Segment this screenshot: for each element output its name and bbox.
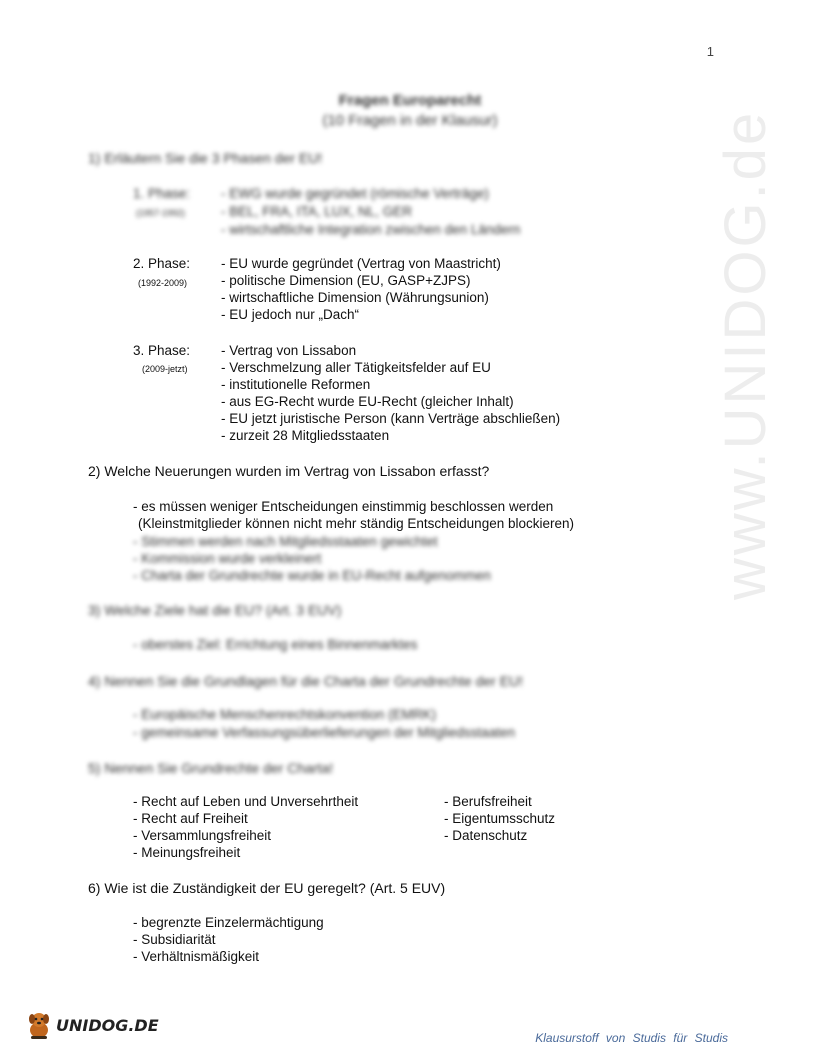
question-5: 5) Nennen Sie Grundrechte der Charta! — [88, 760, 334, 776]
phase-3-item: - zurzeit 28 Mitgliedsstaaten — [221, 428, 390, 443]
page-title: Fragen Europarecht — [338, 92, 482, 109]
answer-item: - Datenschutz — [444, 828, 528, 843]
answer-item: - Verhältnismäßigkeit — [133, 949, 260, 964]
question-2: 2) Welche Neuerungen wurden im Vertrag von Lissabon erfasst? — [88, 463, 490, 479]
question-3: 3) Welche Ziele hat die EU? (Art. 3 EUV) — [88, 602, 342, 618]
phase-1-item: - BEL, FRA, ITA, LUX, NL, GER — [221, 204, 413, 219]
unidog-logo — [26, 1010, 159, 1040]
phase-3-item: - Verschmelzung aller Tätigkeitsfelder auf EU — [221, 360, 491, 375]
phase-3-item: - Vertrag von Lissabon — [221, 343, 357, 358]
answer-item: (Kleinstmitglieder können nicht mehr ständig Entscheidungen blockieren) — [138, 516, 574, 531]
phase-2-item: - politische Dimension (EU, GASP+ZJPS) — [221, 273, 471, 288]
logo-text: UNIDOG.DE — [56, 1015, 159, 1035]
answer-item: - Charta der Grundrechte wurde in EU-Recht aufgenommen — [133, 568, 491, 583]
phase-2-years: (1992-2009) — [138, 278, 188, 288]
answer-item: - Meinungsfreiheit — [133, 845, 241, 860]
phase-2-item: - EU jedoch nur „Dach“ — [221, 307, 360, 322]
phase-2-item: - wirtschaftliche Dimension (Währungsunion) — [221, 290, 489, 305]
answer-item: - Kommission wurde verkleinert — [133, 551, 322, 566]
question-1: 1) Erläutern Sie die 3 Phasen der EU! — [88, 150, 323, 166]
answer-item: - Subsidiarität — [133, 932, 216, 947]
phase-2-item: - EU wurde gegründet (Vertrag von Maastricht) — [221, 256, 501, 271]
answer-item: - begrenzte Einzelermächtigung — [133, 915, 324, 930]
answer-item: - oberstes Ziel: Errichtung eines Binnenmarktes — [133, 637, 418, 652]
question-4: 4) Nennen Sie die Grundlagen für die Charta der Grundrechte der EU! — [88, 673, 524, 689]
answer-item: - Stimmen werden nach Mitgliedsstaaten gewichtet — [133, 534, 438, 549]
answer-item: - Eigentumsschutz — [444, 811, 556, 826]
phase-2-label: 2. Phase: — [133, 256, 191, 271]
answer-item: - Berufsfreiheit — [444, 794, 532, 809]
answer-item: - gemeinsame Verfassungsüberlieferungen der Mitgliedsstaaten — [133, 725, 515, 740]
answer-item: - Versammlungsfreiheit — [133, 828, 272, 843]
phase-3-item: - aus EG-Recht wurde EU-Recht (gleicher Inhalt) — [221, 394, 514, 409]
page-number: 1 — [706, 44, 714, 59]
phase-1-years: (1957-1992) — [136, 208, 186, 218]
phase-1-item: - wirtschaftliche Integration zwischen den Ländern — [221, 222, 521, 237]
answer-item: - es müssen weniger Entscheidungen einstimmig beschlossen werden — [133, 499, 554, 514]
dog-icon — [26, 1010, 52, 1040]
answer-item: - Recht auf Freiheit — [133, 811, 248, 826]
phase-3-item: - EU jetzt juristische Person (kann Verträge abschließen) — [221, 411, 561, 426]
question-6: 6) Wie ist die Zuständigkeit der EU geregelt? (Art. 5 EUV) — [88, 880, 446, 896]
phase-1-item: - EWG wurde gegründet (römische Verträge) — [221, 186, 489, 201]
phase-3-years: (2009-jetzt) — [142, 364, 188, 374]
phase-3-label: 3. Phase: — [133, 343, 191, 358]
page-subtitle: (10 Fragen in der Klausur) — [322, 112, 498, 129]
answer-item: - Recht auf Leben und Unversehrtheit — [133, 794, 359, 809]
phase-3-item: - institutionelle Reformen — [221, 377, 371, 392]
footer-tagline: Klausurstoff von Studis für Studis — [535, 1031, 728, 1045]
answer-item: - Europäische Menschenrechtskonvention (EMRK) — [133, 707, 437, 722]
watermark: www.UNIDOG.de — [713, 109, 778, 600]
phase-1-label: 1. Phase: — [133, 186, 191, 201]
